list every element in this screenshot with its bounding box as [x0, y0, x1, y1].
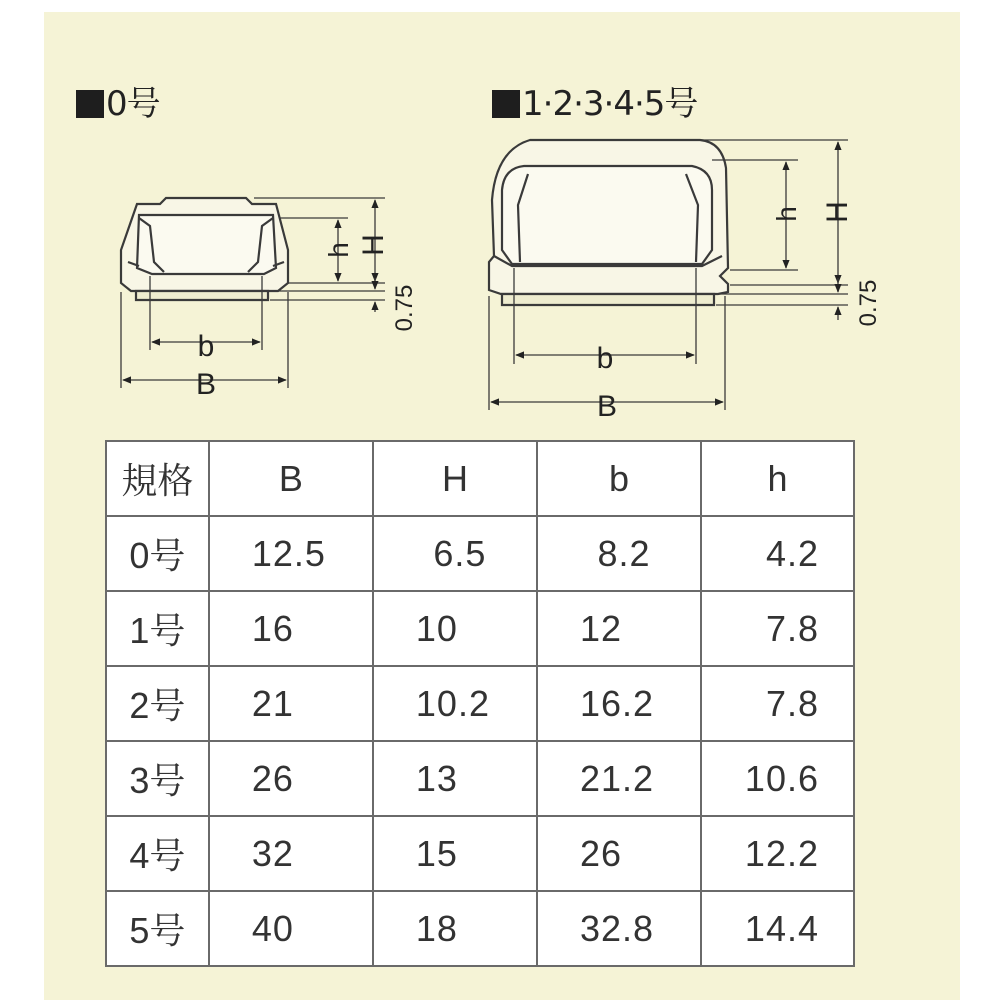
heading-size-0-label: 0号 — [106, 84, 160, 124]
table-row — [106, 816, 854, 891]
cell-name: 2号 — [106, 666, 209, 741]
header-spec: 規格 — [106, 441, 209, 516]
cell-H: 10 — [373, 591, 537, 666]
table-row — [106, 516, 854, 591]
cell-B: 26 — [209, 741, 373, 816]
cell-H: 13 — [373, 741, 537, 816]
dim-label-B-large: B — [596, 390, 618, 423]
dim-label-b-large: b — [596, 342, 614, 375]
cell-h: 12.2 — [701, 816, 854, 891]
cell-b: 12 — [537, 591, 701, 666]
cell-B: 16 — [209, 591, 373, 666]
dim-label-h-small: h — [323, 242, 354, 258]
header-b: b — [537, 441, 701, 516]
table-row — [106, 591, 854, 666]
cell-H: 18 — [373, 891, 537, 966]
spec-table — [105, 440, 855, 967]
dim-label-H-large: H — [821, 201, 854, 223]
cell-B: 21 — [209, 666, 373, 741]
cell-b: 26 — [537, 816, 701, 891]
dim-label-B-small: B — [195, 368, 217, 401]
cell-name: 3号 — [106, 741, 209, 816]
dim-label-gap-small: 0.75 — [391, 284, 418, 332]
cell-name: 4号 — [106, 816, 209, 891]
cell-b: 16.2 — [537, 666, 701, 741]
cell-name: 0号 — [106, 516, 209, 591]
cell-B: 40 — [209, 891, 373, 966]
dim-label-gap-large: 0.75 — [855, 279, 882, 327]
cell-H: 10.2 — [373, 666, 537, 741]
cell-B: 32 — [209, 816, 373, 891]
cell-name: 1号 — [106, 591, 209, 666]
cross-section-drawings — [0, 0, 1000, 440]
cell-H: 15 — [373, 816, 537, 891]
dim-label-h-large: h — [771, 206, 802, 222]
table-row — [106, 891, 854, 966]
table-header-row — [106, 441, 854, 516]
dim-label-H-small: H — [357, 234, 390, 256]
cell-H: 6.5 — [373, 516, 537, 591]
header-B: B — [209, 441, 373, 516]
profile-size-0 — [121, 198, 288, 300]
cell-b: 8.2 — [537, 516, 701, 591]
header-h: h — [701, 441, 854, 516]
profile-size-1-5 — [489, 140, 728, 305]
table-row — [106, 666, 854, 741]
header-H: H — [373, 441, 537, 516]
cell-b: 21.2 — [537, 741, 701, 816]
dim-label-b-small: b — [197, 330, 215, 363]
cell-b: 32.8 — [537, 891, 701, 966]
heading-size-1-5-label: 1·2·3·4·5号 — [522, 84, 698, 124]
cell-name: 5号 — [106, 891, 209, 966]
cell-h: 14.4 — [701, 891, 854, 966]
cell-h: 7.8 — [701, 591, 854, 666]
cell-h: 7.8 — [701, 666, 854, 741]
cell-B: 12.5 — [209, 516, 373, 591]
table-row — [106, 741, 854, 816]
cell-h: 4.2 — [701, 516, 854, 591]
cell-h: 10.6 — [701, 741, 854, 816]
